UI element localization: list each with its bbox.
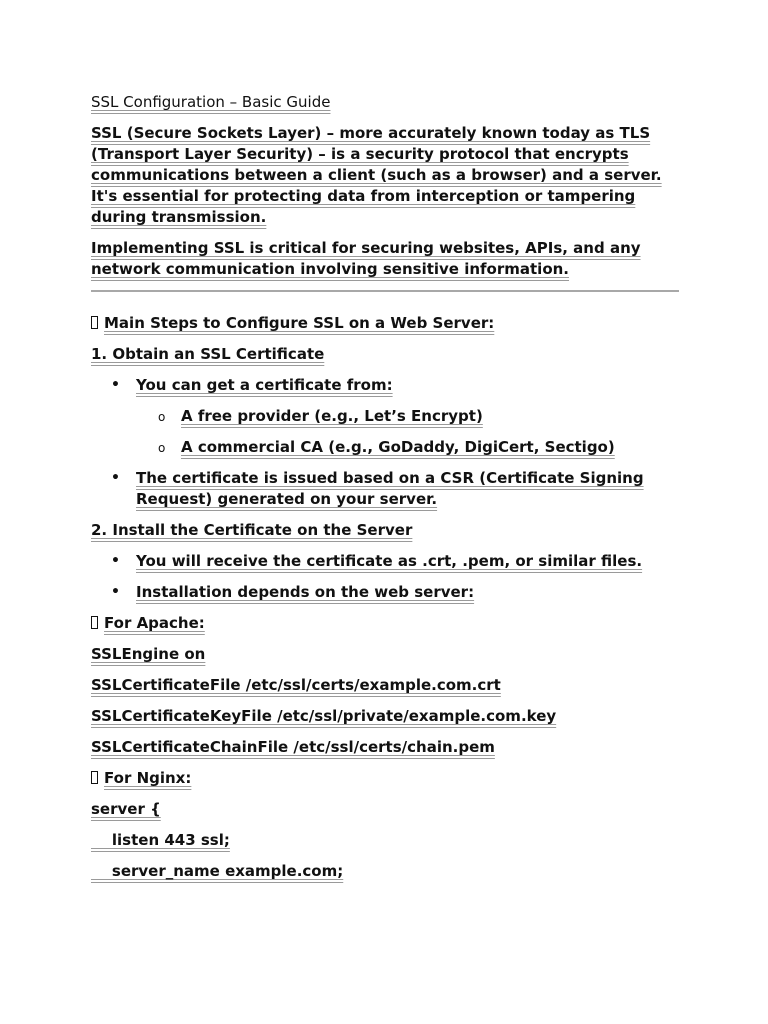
circle-bullet-icon: o: [158, 441, 166, 455]
step1-heading: 1. Obtain an SSL Certificate: [91, 345, 325, 363]
step1-sub-bullet-1: o A free provider (e.g., Let’s Encrypt): [91, 406, 681, 427]
apache-code-line: SSLCertificateFile /etc/ssl/certs/example.com.crt: [91, 676, 501, 694]
apache-code-line: SSLCertificateKeyFile /etc/ssl/private/example.com.key: [91, 707, 557, 725]
intro-paragraph: SSL (Secure Sockets Layer) – more accurately known today as TLS (Transport Layer Security) – is a security protocol that encrypts communications between a client (such as a browser) and a server. It's essential for protecting data from interception or tampering during transmission.: [91, 124, 662, 226]
step1-bullet-1: • You can get a certificate from:: [111, 376, 393, 394]
bullet-dot: •: [111, 584, 120, 600]
step2-heading: 2. Install the Certificate on the Server: [91, 521, 413, 539]
apache-code-line: SSLEngine on: [91, 645, 206, 663]
importance-paragraph: Implementing SSL is critical for securing websites, APIs, and any network communication involving sensitive information.: [91, 239, 641, 278]
circle-bullet-icon: o: [158, 410, 166, 424]
nginx-heading: For Nginx:: [91, 768, 681, 789]
horizontal-rule: [91, 290, 679, 292]
bullet-dot: •: [111, 470, 120, 486]
step2-bullet-1: • You will receive the certificate as .crt, .pem, or similar files.: [111, 552, 643, 570]
apache-code-line: SSLCertificateChainFile /etc/ssl/certs/chain.pem: [91, 738, 495, 756]
nginx-code-line: server_name example.com;: [91, 862, 344, 880]
nginx-code-line: server {: [91, 800, 161, 818]
step2-bullet-2: • Installation depends on the web server:: [111, 583, 475, 601]
step1-bullet-2: • The certificate is issued based on a CSR (Certificate Signing Request) generated on your server.: [111, 469, 644, 508]
document-title: SSL Configuration – Basic Guide: [91, 93, 331, 111]
step1-sub-bullet-2: o A commercial CA (e.g., GoDaddy, DigiCert, Sectigo): [91, 437, 681, 458]
nginx-code-line: listen 443 ssl;: [91, 831, 230, 849]
box-icon: [91, 771, 98, 784]
box-icon: [91, 616, 98, 629]
bullet-dot: •: [111, 553, 120, 569]
main-steps-heading: Main Steps to Configure SSL on a Web Server:: [91, 313, 681, 334]
box-icon: [91, 316, 98, 329]
document-body: [91, 92, 681, 892]
bullet-dot: •: [111, 377, 120, 393]
apache-heading: For Apache:: [91, 613, 681, 634]
